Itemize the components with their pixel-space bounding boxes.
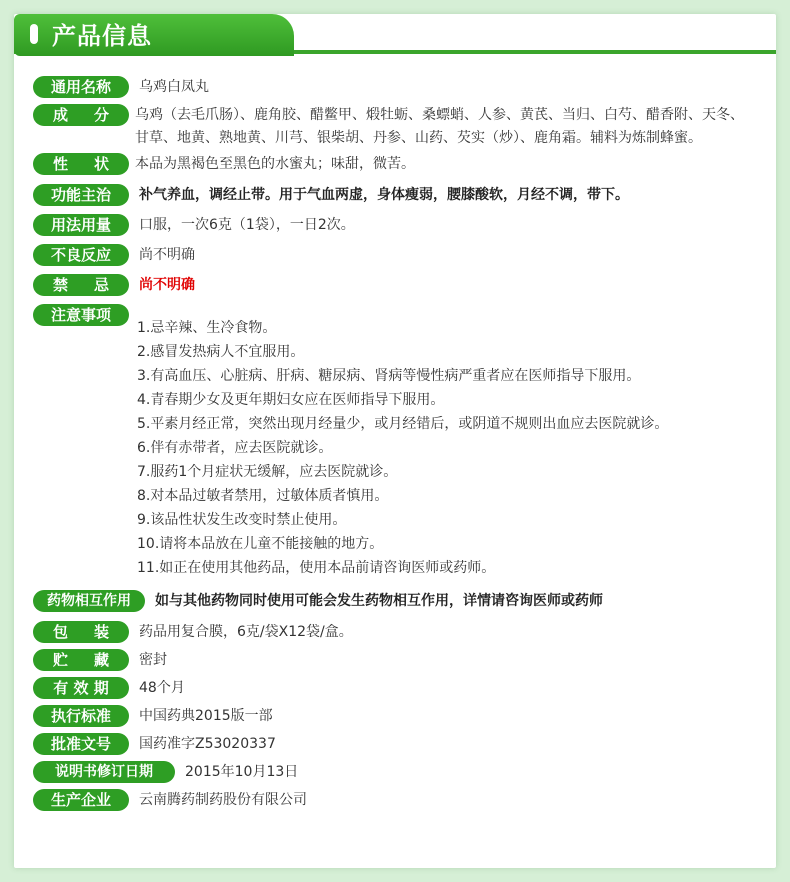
list-item: 9.该品性状发生改变时禁止使用。: [137, 512, 347, 528]
value-interactions: 如与其他药物同时使用可能会发生药物相互作用，详情请咨询医师或药师: [155, 593, 603, 609]
row-precautions: [33, 304, 129, 326]
row-ingredients: [33, 104, 765, 150]
row-indications: [33, 184, 629, 206]
row-storage: [33, 649, 167, 671]
ingredients-line-1: 乌鸡（去毛爪肠）、鹿角胶、醋鳖甲、煅牡蛎、桑螵蛸、人参、黄芪、当归、白芍、醋香附、天冬、: [135, 107, 744, 123]
precautions-list: [137, 316, 668, 580]
value-dosage: 口服，一次6克（1袋），一日2次。: [139, 217, 355, 233]
list-item: 7.服药1个月症状无缓解，应去医院就诊。: [137, 464, 398, 480]
label-revision: 说明书修订日期: [33, 761, 175, 783]
row-packaging: [33, 621, 353, 643]
row-manufacturer: [33, 789, 307, 811]
row-revision: [33, 761, 298, 783]
list-item: 10.请将本品放在儿童不能接触的地方。: [137, 536, 384, 552]
row-approval: [33, 733, 276, 755]
list-item: 6.伴有赤带者，应去医院就诊。: [137, 440, 333, 456]
row-properties: [33, 153, 415, 175]
value-manufacturer: 云南腾药制药股份有限公司: [139, 792, 307, 808]
label-manufacturer: 生产企业: [33, 789, 129, 811]
value-packaging: 药品用复合膜，6克/袋X12袋/盒。: [139, 624, 353, 640]
value-contraindications: 尚不明确: [139, 277, 195, 293]
section-title: 产品信息: [52, 22, 152, 50]
row-contraindications: [33, 274, 195, 296]
label-ingredients: 成 分: [33, 104, 129, 126]
value-approval: 国药准字Z53020337: [139, 736, 276, 752]
row-shelf-life: [33, 677, 185, 699]
list-item: 4.青春期少女及更年期妇女应在医师指导下服用。: [137, 392, 445, 408]
list-item: 8.对本品过敏者禁用，过敏体质者慎用。: [137, 488, 389, 504]
row-interactions: [33, 590, 603, 612]
label-properties: 性 状: [33, 153, 129, 175]
value-indications: 补气养血，调经止带。用于气血两虚，身体瘦弱，腰膝酸软，月经不调，带下。: [139, 187, 629, 203]
label-approval: 批准文号: [33, 733, 129, 755]
ingredients-line-2: 甘草、地黄、熟地黄、川芎、银柴胡、丹参、山药、芡实（炒）、鹿角霜。辅料为炼制蜂蜜。: [135, 130, 702, 146]
label-packaging: 包 装: [33, 621, 129, 643]
value-shelf-life: 48个月: [139, 680, 185, 696]
label-dosage: 用法用量: [33, 214, 129, 236]
list-item: 11.如正在使用其他药品，使用本品前请咨询医师或药师。: [137, 560, 496, 576]
value-properties: 本品为黑褐色至黑色的水蜜丸；味甜，微苦。: [135, 156, 415, 172]
label-storage: 贮 藏: [33, 649, 129, 671]
label-adverse: 不良反应: [33, 244, 129, 266]
label-shelf-life: 有 效 期: [33, 677, 129, 699]
pill-icon: [30, 24, 38, 44]
label-precautions: 注意事项: [33, 304, 129, 326]
label-indications: 功能主治: [33, 184, 129, 206]
row-dosage: [33, 214, 355, 236]
value-generic-name: 乌鸡白凤丸: [139, 79, 209, 95]
list-item: 5.平素月经正常，突然出现月经量少，或月经错后，或阴道不规则出血应去医院就诊。: [137, 416, 669, 432]
value-standard: 中国药典2015版一部: [139, 708, 273, 724]
label-contraindications: 禁 忌: [33, 274, 129, 296]
value-ingredients: [135, 104, 765, 150]
row-standard: [33, 705, 273, 727]
value-adverse: 尚不明确: [139, 247, 195, 263]
row-adverse: [33, 244, 195, 266]
label-interactions: 药物相互作用: [33, 590, 145, 612]
value-storage: 密封: [139, 652, 167, 668]
list-item: 3.有高血压、心脏病、肝病、糖尿病、肾病等慢性病严重者应在医师指导下服用。: [137, 368, 641, 384]
row-generic-name: [33, 76, 209, 98]
value-revision: 2015年10月13日: [185, 764, 299, 780]
label-generic-name: 通用名称: [33, 76, 129, 98]
list-item: 1.忌辛辣、生冷食物。: [137, 320, 277, 336]
label-standard: 执行标准: [33, 705, 129, 727]
list-item: 2.感冒发热病人不宜服用。: [137, 344, 305, 360]
